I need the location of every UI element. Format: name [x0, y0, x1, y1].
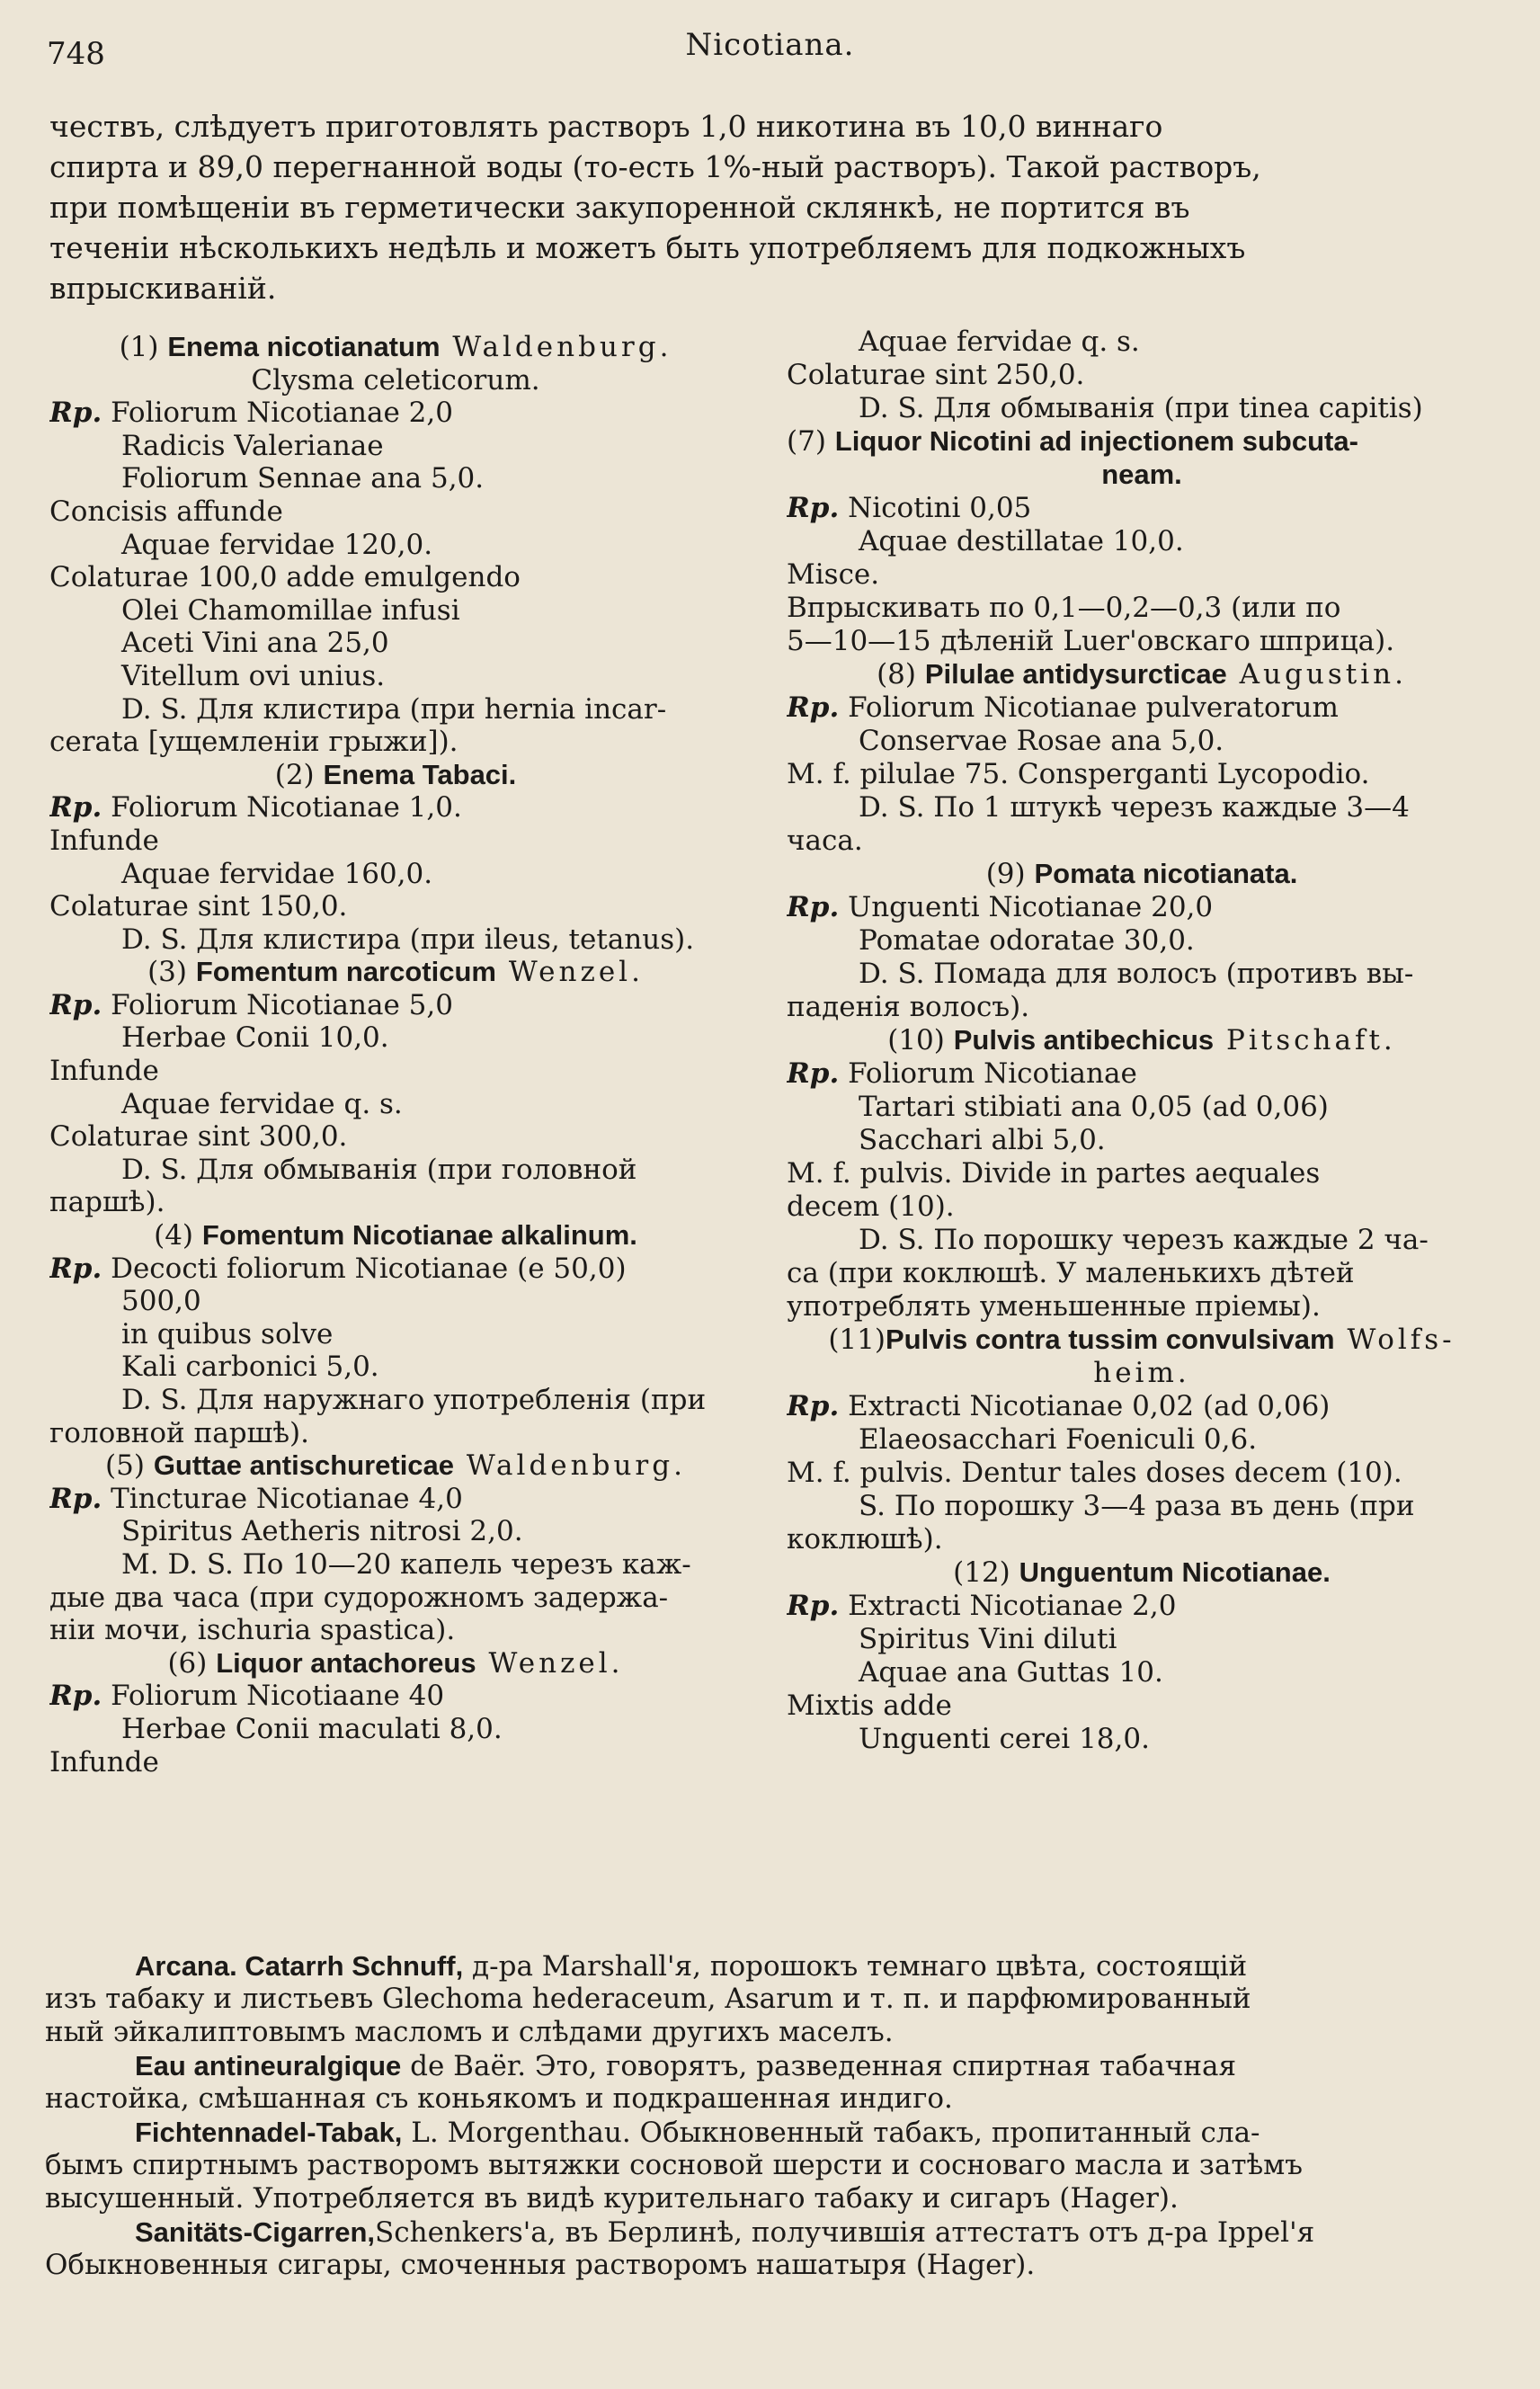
recipe-line — [49, 1614, 742, 1647]
recipe-line — [787, 725, 1497, 758]
recipe-title-line — [49, 1449, 742, 1483]
recipe-line — [49, 726, 742, 759]
recipe-line — [787, 1124, 1497, 1157]
line-text: Впрыскивать по 0,1—0,2—0,3 (или по — [787, 592, 1341, 624]
recipe-line — [49, 989, 742, 1022]
recipe-line — [787, 592, 1497, 625]
line-text: (6) — [167, 1646, 217, 1680]
recipe-line — [787, 1523, 1497, 1556]
line-text: Обыкновенныя сигары, смоченныя растворомъ нашатыря (Hager). — [45, 2249, 1036, 2281]
recipe-title-line — [49, 1647, 742, 1680]
line-text: Infunde — [49, 1055, 159, 1088]
recipe-line — [787, 1390, 1497, 1423]
line-text: Aquae ana Guttas 10. — [859, 1656, 1163, 1689]
arcana-line — [81, 2215, 1501, 2249]
recipe-line — [49, 1746, 742, 1779]
recipe-author: Wenzel. — [495, 956, 644, 989]
arcana-item-name: Eau antineuralgique — [135, 2050, 402, 2081]
recipe-line — [49, 660, 742, 693]
line-text: Colaturae 100,0 adde emulgendo — [49, 561, 521, 594]
recipe-abbrev: Rp. — [49, 1680, 102, 1713]
recipe-line — [787, 1257, 1497, 1290]
line-text: D. S. По 1 штукѣ черезъ каждые 3—4 — [859, 791, 1410, 824]
recipe-line — [787, 525, 1497, 558]
recipe-line — [787, 1224, 1497, 1257]
recipe-line — [787, 392, 1497, 425]
line-text: головной паршѣ). — [49, 1416, 310, 1449]
line-text: (10) — [887, 1024, 954, 1056]
recipe-line — [49, 1120, 742, 1154]
recipe-line — [49, 1582, 742, 1615]
recipe-abbrev: Rp. — [49, 988, 102, 1021]
line-text: D. S. Помада для волосъ (противъ вы- — [859, 958, 1414, 990]
recipe-title-line — [787, 858, 1497, 891]
line-text: Extracti Nicotianae 2,0 — [839, 1590, 1177, 1622]
line-text: (4) — [154, 1219, 202, 1252]
line-text: M. f. pilulae 75. Consperganti Lycopodio. — [787, 758, 1370, 790]
recipe-line — [787, 991, 1497, 1024]
recipe-line — [49, 462, 742, 495]
recipe-title: Pomata nicotianata. — [1034, 858, 1298, 889]
line-text: (1) — [119, 331, 168, 363]
recipe-line — [787, 1723, 1497, 1756]
intro-line: впрыскиваній. — [49, 271, 277, 306]
recipe-author: Wenzel. — [476, 1646, 624, 1680]
line-text: Vitellum ovi unius. — [121, 659, 386, 692]
line-text: Foliorum Nicotianae pulveratorum — [839, 691, 1339, 724]
line-text: (3) — [147, 956, 196, 989]
intro-line: теченіи нѣсколькихъ недѣль и можетъ быть употребляемъ для подкожныхъ — [49, 230, 1246, 265]
line-text: настойка, смѣшанная съ коньякомъ и подкрашенная индиго. — [45, 2082, 953, 2115]
recipe-line — [49, 430, 742, 463]
recipe-line — [787, 1057, 1497, 1091]
line-text: D. S. По порошку черезъ каждые 2 ча- — [859, 1224, 1429, 1256]
line-text: Foliorum Sennae ana 5,0. — [121, 462, 485, 495]
recipe-title: Enema Tabaci. — [323, 758, 517, 790]
line-text: паршѣ). — [49, 1186, 165, 1219]
recipe-title-line — [49, 1219, 742, 1252]
intro-line: чествъ, слѣдуетъ приготовлять растворъ 1,0 никотина въ 10,0 виннаго — [49, 109, 1163, 144]
recipe-abbrev: Rp. — [49, 397, 102, 430]
recipe-abbrev: Rp. — [787, 492, 840, 524]
recipe-line — [49, 1154, 742, 1187]
arcana-item-name: Arcana. Catarrh Schnuff, — [135, 1950, 464, 1982]
line-text: изъ табаку и листьевъ Glechoma hederaceum, Asarum и т. п. и парфюмированный — [45, 1983, 1251, 2015]
line-text: M. D. S. По 10—20 капель черезъ каж- — [121, 1547, 691, 1581]
arcana-section — [45, 1949, 1501, 2282]
recipe-line — [49, 1483, 742, 1516]
recipe-author: Augustin. — [1226, 658, 1407, 691]
line-text: 500,0 — [121, 1285, 201, 1318]
recipe-line — [787, 1290, 1497, 1324]
line-text: M. f. pulvis. Divide in partes aequales — [787, 1157, 1321, 1190]
recipe-title: Pulvis antibechicus — [953, 1024, 1215, 1056]
line-text: дые два часа (при судорожномъ задержа- — [49, 1581, 669, 1614]
line-text: (12) — [953, 1556, 1019, 1589]
line-text: Sacchari albi 5,0. — [859, 1124, 1106, 1156]
recipe-abbrev: Rp. — [787, 1590, 840, 1622]
line-text: Foliorum Nicotianae 5,0 — [102, 988, 453, 1021]
recipe-line — [787, 791, 1497, 825]
arcana-line — [45, 2182, 1501, 2215]
line-text: ный эйкалиптовымъ масломъ и слѣдами другихъ маселъ. — [45, 2016, 894, 2048]
line-text: Schenkers'a, въ Берлинѣ, получившія аттестатъ отъ д-ра Ippel'я — [375, 2216, 1315, 2249]
line-text: Colaturae sint 250,0. — [787, 359, 1085, 391]
page-number: 748 — [47, 36, 105, 72]
line-text: S. По порошку 3—4 раза въ день (при — [859, 1490, 1415, 1522]
recipe-line — [787, 325, 1497, 359]
line-text: (2) — [274, 758, 324, 791]
line-text: D. S. Для клистира (при ileus, tetanus). — [121, 923, 695, 956]
recipe-line — [787, 1157, 1497, 1190]
line-text: высушенный. Употребляется въ видѣ курительнаго табаку и сигаръ (Hager). — [45, 2182, 1179, 2215]
recipe-line — [787, 558, 1497, 592]
recipe-title-line — [787, 1324, 1497, 1357]
recipe-author: heim. — [1093, 1357, 1190, 1389]
arcana-line — [81, 1949, 1501, 1983]
line-text: Foliorum Nicotianae — [839, 1057, 1137, 1090]
line-text: (7) — [787, 425, 835, 458]
line-text: Aquae fervidae q. s. — [121, 1087, 403, 1120]
line-text: Aquae fervidae 120,0. — [121, 528, 433, 561]
recipe-line — [49, 1548, 742, 1582]
line-text: Extracti Nicotianae 0,02 (ad 0,06) — [839, 1390, 1331, 1422]
recipe-line — [787, 1423, 1497, 1457]
recipe-line — [787, 1656, 1497, 1689]
recipe-abbrev: Rp. — [49, 791, 102, 825]
arcana-line — [45, 2249, 1501, 2282]
recipe-line — [49, 825, 742, 858]
recipe-line — [49, 1384, 742, 1417]
intro-paragraph — [49, 106, 1488, 308]
recipe-line — [787, 891, 1497, 924]
line-text: Misce. — [787, 558, 880, 591]
recipe-author: Wolfs- — [1334, 1324, 1455, 1356]
line-text: ніи мочи, ischuria spastica). — [49, 1614, 456, 1647]
line-text: са (при коклюшѣ. У маленькихъ дѣтей — [787, 1257, 1355, 1289]
recipe-title-line — [49, 331, 742, 364]
recipe-line — [49, 1417, 742, 1450]
line-text: Tincturae Nicotianae 4,0 — [102, 1482, 463, 1515]
line-text: (8) — [877, 658, 925, 691]
line-text: Elaeosacchari Foeniculi 0,6. — [859, 1423, 1258, 1456]
recipe-line — [49, 561, 742, 594]
running-title: Nicotiana. — [685, 27, 855, 63]
recipe-title: neam. — [1101, 459, 1182, 490]
recipe-line — [49, 890, 742, 923]
recipe-title-line — [787, 1556, 1497, 1590]
recipe-title-line — [787, 459, 1497, 492]
recipe-line — [787, 924, 1497, 958]
line-text: Colaturae sint 150,0. — [49, 890, 348, 923]
line-text: Herbae Conii maculati 8,0. — [121, 1712, 503, 1745]
recipe-line — [787, 825, 1497, 858]
recipe-line — [787, 691, 1497, 725]
recipe-line — [49, 923, 742, 957]
line-text: Aquae fervidae 160,0. — [121, 857, 433, 890]
line-text: Foliorum Nicotiaane 40 — [102, 1680, 445, 1713]
arcana-item-name: Sanitäts-Cigarren, — [135, 2216, 376, 2248]
line-text: д-ра Marshall'я, порошокъ темнаго цвѣта, состоящій — [463, 1950, 1248, 1983]
arcana-item-name: Fichtennadel-Tabak, — [135, 2117, 403, 2148]
recipe-line — [49, 529, 742, 562]
recipe-title: Liquor Nicotini ad injectionem subcuta- — [834, 425, 1358, 457]
line-text: Infunde — [49, 824, 159, 857]
recipe-title: Liquor antachoreus — [216, 1646, 476, 1679]
recipe-line — [49, 627, 742, 660]
left-column — [49, 331, 742, 1778]
line-text: L. Morgenthau. Обыкновенный табакъ, пропитанный сла- — [402, 2117, 1260, 2149]
line-text: падeнія волосъ). — [787, 991, 1030, 1023]
recipe-line — [49, 858, 742, 891]
line-text: Decocti foliorum Nicotianae (e 50,0) — [102, 1252, 627, 1285]
recipe-title: Enema nicotianatum — [167, 331, 441, 362]
recipe-abbrev: Rp. — [49, 1252, 102, 1285]
line-text: Foliorum Nicotianae 2,0 — [102, 397, 453, 430]
recipe-line — [49, 364, 742, 397]
line-text: D. S. Для обмыванія (при tinea capitis) — [859, 392, 1423, 424]
line-text: Herbae Conii 10,0. — [121, 1021, 389, 1055]
line-text: decem (10). — [787, 1190, 955, 1223]
line-text: (11) — [828, 1324, 886, 1356]
line-text: de Baër. Это, говорятъ, разведенная спиртная табачная — [401, 2050, 1237, 2082]
recipe-title: Fomentum Nicotianae alkalinum. — [201, 1219, 637, 1252]
line-text: 5—10—15 дѣленій Luer'овскаго шприца). — [787, 625, 1395, 657]
recipe-line — [787, 1689, 1497, 1723]
recipe-line — [787, 758, 1497, 791]
recipe-title-line — [49, 956, 742, 989]
line-text: часа. — [787, 825, 863, 857]
recipe-line — [49, 1252, 742, 1286]
recipe-title-line — [787, 425, 1497, 459]
intro-line: при помѣщеніи въ герметически закупоренной склянкѣ, не портится въ — [49, 190, 1190, 225]
right-column — [787, 325, 1497, 1756]
line-text: D. S. Для наружнаго употребленія (при — [121, 1384, 707, 1416]
arcana-line — [81, 2049, 1501, 2082]
recipe-line — [49, 397, 742, 430]
line-text: Nicotini 0,05 — [839, 492, 1032, 524]
recipe-line — [49, 1515, 742, 1548]
recipe-abbrev: Rp. — [787, 691, 840, 724]
recipe-line — [787, 1490, 1497, 1523]
line-text: D. S. Для обмыванія (при головной — [121, 1153, 637, 1186]
recipe-title: Fomentum narcoticum — [195, 956, 496, 988]
recipe-line — [49, 1088, 742, 1121]
line-text: Aquae destillatae 10,0. — [859, 525, 1184, 557]
recipe-line — [787, 1457, 1497, 1490]
arcana-line — [45, 2016, 1501, 2049]
recipe-line — [787, 625, 1497, 658]
recipe-line — [49, 1021, 742, 1055]
line-text: (5) — [105, 1449, 154, 1483]
line-text: Conservae Rosae ana 5,0. — [859, 725, 1224, 757]
recipe-line — [787, 1190, 1497, 1224]
line-text: Concisis affunde — [49, 495, 283, 528]
recipe-title: Pulvis contra tussim convulsivam — [885, 1324, 1335, 1355]
line-text: коклюшѣ). — [787, 1523, 943, 1556]
line-text: (9) — [985, 858, 1035, 890]
line-text: Colaturae sint 300,0. — [49, 1120, 348, 1154]
line-text: Kali carbonici 5,0. — [121, 1350, 379, 1384]
recipe-title-line — [49, 759, 742, 792]
intro-line: спирта и 89,0 перегнанной воды (то-есть 1%-ный растворъ). Такой растворъ, — [49, 149, 1261, 184]
line-text: Unguenti cerei 18,0. — [859, 1723, 1150, 1755]
recipe-title-line — [787, 1024, 1497, 1057]
line-text: Pomatae odoratae 30,0. — [859, 924, 1195, 957]
line-text: D. S. Для клистира (при hernia incar- — [121, 692, 667, 726]
line-text: cerata [ущемленіи грыжи]). — [49, 726, 458, 759]
recipe-abbrev: Rp. — [49, 1482, 102, 1515]
recipe-line — [49, 1713, 742, 1746]
line-text: Foliorum Nicotianae 1,0. — [102, 791, 462, 825]
recipe-abbrev: Rp. — [787, 891, 840, 923]
line-text: Clysma celeticorum. — [251, 363, 540, 397]
recipe-line — [787, 1091, 1497, 1124]
recipe-title: Pilulae antidysurcticae — [924, 658, 1227, 690]
line-text: Spiritus Aetheris nitrosi 2,0. — [121, 1515, 523, 1548]
line-text: Olei Chamomillae infusi — [121, 593, 460, 627]
line-text: бымъ спиртнымъ растворомъ вытяжки сосновой шерсти и сосноваго масла и затѣмъ — [45, 2149, 1303, 2181]
line-text: Spiritus Vini diluti — [859, 1623, 1117, 1655]
recipe-line — [787, 958, 1497, 991]
recipe-line — [787, 359, 1497, 392]
arcana-line — [45, 2082, 1501, 2116]
recipe-title: Guttae antischureticae — [153, 1449, 455, 1482]
recipe-line — [787, 1590, 1497, 1623]
recipe-line — [49, 693, 742, 727]
recipe-line — [49, 1350, 742, 1384]
line-text: употреблять уменьшенные пріемы). — [787, 1290, 1321, 1323]
recipe-title: Unguentum Nicotianae. — [1019, 1556, 1331, 1588]
line-text: Mixtis adde — [787, 1689, 952, 1722]
line-text: Aceti Vini ana 25,0 — [121, 627, 389, 660]
arcana-line — [45, 2149, 1501, 2182]
recipe-line — [787, 1623, 1497, 1656]
recipe-line — [49, 495, 742, 529]
page-header — [0, 27, 1540, 72]
recipe-line — [49, 1318, 742, 1351]
recipe-author: Pitschaft. — [1214, 1024, 1396, 1056]
arcana-line — [45, 1983, 1501, 2016]
line-text: in quibus solve — [121, 1317, 334, 1350]
recipe-line — [787, 1357, 1497, 1390]
line-text: Aquae fervidae q. s. — [859, 325, 1140, 358]
recipe-author: Waldenburg. — [440, 331, 672, 363]
line-text: Radicis Valerianae — [121, 429, 384, 462]
recipe-line — [49, 791, 742, 825]
recipe-author: Waldenburg. — [454, 1449, 686, 1483]
recipe-line — [49, 594, 742, 628]
recipe-line — [787, 492, 1497, 525]
recipe-line — [49, 1055, 742, 1088]
recipe-abbrev: Rp. — [787, 1057, 840, 1090]
recipe-abbrev: Rp. — [787, 1390, 840, 1422]
line-text: Unguenti Nicotianae 20,0 — [839, 891, 1214, 923]
line-text: M. f. pulvis. Dentur tales doses decem (10). — [787, 1457, 1402, 1489]
recipe-line — [49, 1680, 742, 1713]
line-text: Tartari stibiati ana 0,05 (ad 0,06) — [859, 1091, 1329, 1123]
recipe-line — [49, 1186, 742, 1219]
line-text: Infunde — [49, 1745, 159, 1778]
arcana-line — [81, 2116, 1501, 2149]
recipe-title-line — [787, 658, 1497, 691]
recipe-line — [49, 1285, 742, 1318]
